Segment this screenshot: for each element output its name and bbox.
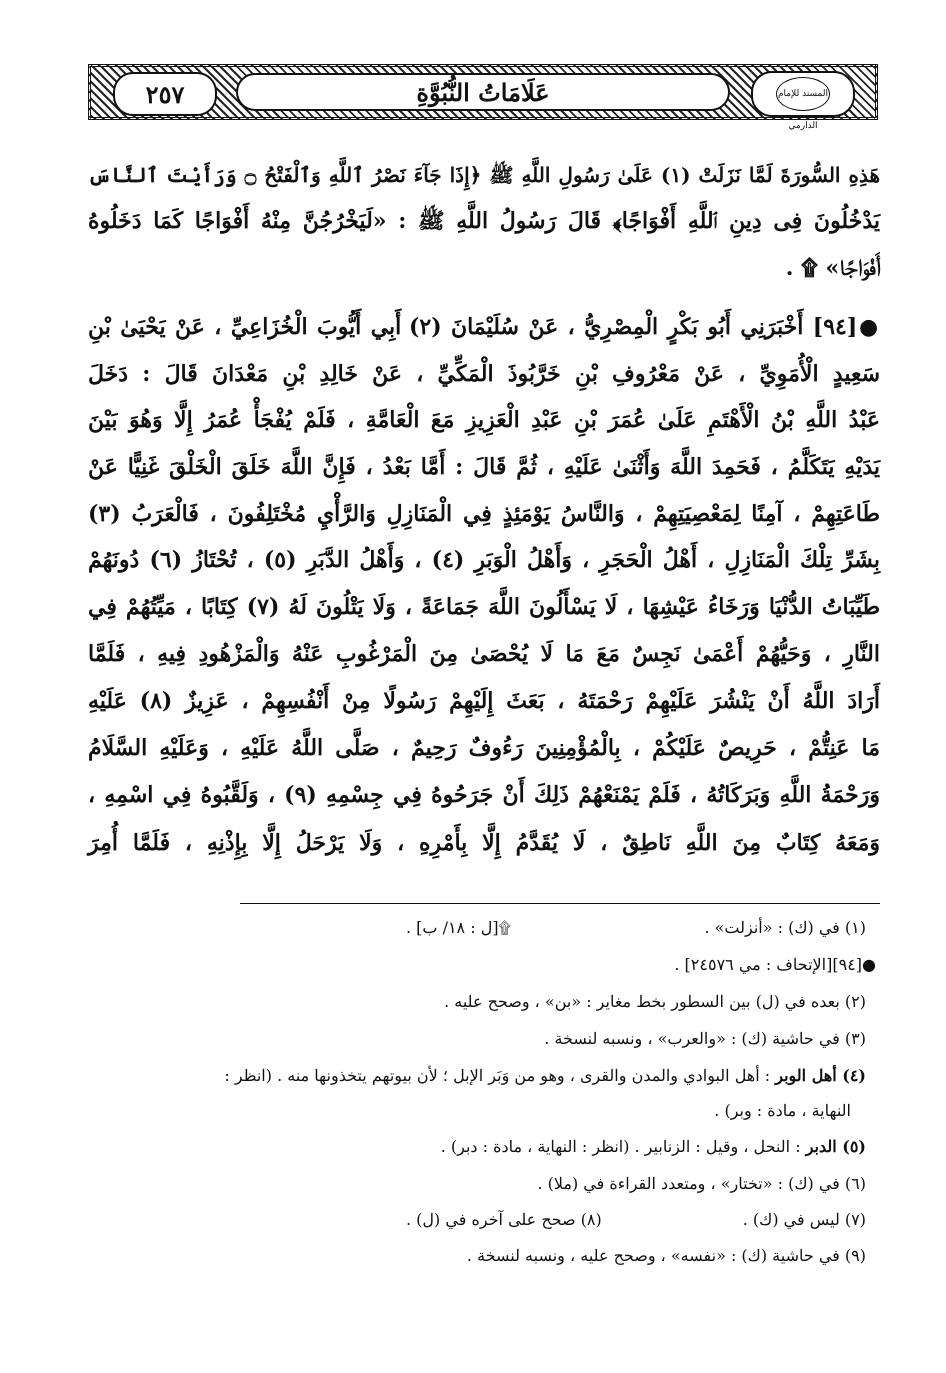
text-line: مَا عَنِتُّمْ ، حَرِيصٌ عَلَيْكُمْ ، بِالْمُؤْمِنِينَ رَءُوفٌ رَحِيمٌ ، صَلَّى اللَّهُ عَلَيْهِ ، وَعَلَيْهِ السَّلَامُ (88, 735, 880, 761)
footnote-term: (٥) الدبر (805, 1137, 866, 1156)
footnote-7: (٧) ليس في (ك) . (742, 1210, 866, 1229)
footnote-separator (240, 903, 880, 904)
footnote-9: (٩) في حاشية (ك) : «نفسه» ، وصحح عليه ، ونسبه لنسخة . (466, 1246, 866, 1265)
text-line: وَرَحْمَةُ اللَّهِ وَبَرَكَاتُهُ ، فَلَمْ يَمْنَعْهُمْ ذَلِكَ أَنْ جَرَحُوهُ فِي جِسْمِهِ (٩) ، وَلَقَّبُوهُ فِي اسْمِهِ ، (88, 782, 880, 808)
emblem-seal: المسند للإمام الدارمي (776, 77, 830, 111)
text-line: هَذِهِ السُّورَةَ لَمَّا نَزَلَتْ (١) عَلَىٰ رَسُولِ اللَّهِ ﷺ ﴿إِذَا جَآءَ نَصْرُ ٱللَّهِ وَٱلْفَتْحُ ۝ وَرَأَيْتَ ٱلنَّاسَ (88, 163, 880, 187)
footnote-6: (٦) في (ك) : «تختار» ، ومتعدد القراءة في (ملا) . (537, 1174, 866, 1193)
footnote-1 (146, 910, 866, 946)
text-line: النَّارِ ، وَحَيُّهُمْ أَعْمَىٰ نَجِسٌ مَعَ مَا لَا يُحْصَىٰ مِنَ الْمَرْغُوبِ عَنْهُ وَالْمَزْهُودِ فِيهِ ، فَلَمَّا (88, 641, 880, 667)
footnote-text: : أهل البوادي والمدن والقرى ، وهو من وَبَر الإبل ؛ لأن بيوتهم يتخذونها منه . (انظر : (224, 1066, 776, 1085)
text-line: عَبْدُ اللَّهِ بْنُ الْأَهْتَمِ عَلَىٰ عُمَرَ بْنِ عَبْدِ الْعَزِيزِ مَعَ الْعَامَّةِ ، فَلَمْ يُفْجَأْ عُمَرُ إِلَّا وَهُوَ بَيْنَ (88, 407, 880, 433)
footnote-2: (٢) بعده في (ل) بين السطور بخط مغاير : «بن» ، وصحح عليه . (444, 992, 866, 1011)
text-line: بِشَرِّ تِلْكَ الْمَنَازِلِ ، أَهْلُ الْحَجَرِ ، وَأَهْلُ الْوَبَرِ (٤) ، وَأَهْلُ الدَّبَرِ (٥) ، تُحْتَازُ (٦) دُونَهُمْ (88, 547, 880, 573)
text-line: يَدَيْهِ يَتَكَلَّمُ ، فَحَمِدَ اللَّهَ وَأَثْنَىٰ عَلَيْهِ ، ثُمَّ قَالَ : أَمَّا بَعْدُ ، فَإِنَّ اللَّهَ خَلَقَ الْخَلْقَ غَنِيًّا عَنْ (88, 454, 880, 480)
text-line: طَاعَتِهِمْ ، آمِنًا لِمَعْصِيَتِهِمْ ، وَالنَّاسُ يَوْمَئِذٍ فِي الْمَنَازِلِ وَالرَّأْيِ مُخْتَلِفُونَ ، فَالْعَرَبُ (٣) (88, 501, 880, 527)
footnote-ithaf: ●[٩٤][الإتحاف : مي ٢٤٥٧٦] . (674, 955, 876, 974)
text-line: يَدْخُلُونَ فِى دِينِ ٱللَّهِ أَفْوَاجًا﴾ قَالَ رَسُولُ اللَّهِ ﷺ : «لَيَخْرُجُنَّ مِنْهُ أَفْوَاجًا كَمَا دَخَلُوهُ (88, 208, 880, 234)
page-number: ٢٥٧ (113, 72, 217, 116)
manuscript-ref: ۩[ل : ١٨/ ب] . (406, 918, 511, 937)
header-title-box (236, 73, 730, 111)
text-line: وَمَعَهُ كِتَابٌ مِنَ اللَّهِ نَاطِقٌ ، لَا يُقَدَّمُ إِلَّا بِأَمْرِهِ ، وَلَا يَرْحَلُ إِلَّا بِإِذْنِهِ ، فَلَمَّا أُمِرَ (88, 830, 880, 856)
text-line: سَعِيدٍ الْأُمَوِيِّ ، عَنْ مَعْرُوفِ بْنِ خَرَّبُوذَ الْمَكِّيِّ ، عَنْ خَالِدِ بْنِ مَعْدَانَ قَالَ : دَخَلَ (88, 361, 880, 387)
footnote-text: (١) في (ك) : «أنزلت» . (704, 918, 866, 937)
page-header (88, 64, 878, 131)
footnote-5 (146, 1129, 866, 1165)
text-line: أَرَادَ اللَّهُ أَنْ يَنْشُرَ عَلَيْهِمْ رَحْمَتَهُ ، بَعَثَ إِلَيْهِمْ رَسُولًا مِنْ أَنْفُسِهِمْ ، عَزِيزٌ (٨) عَلَيْهِ (88, 688, 880, 714)
book-emblem-logo (751, 71, 855, 131)
footnote-4 (146, 1058, 866, 1094)
text-line: طَيِّبَاتُ الدُّنْيَا وَرَخَاءُ عَيْشِهَا ، لَا يَسْأَلُونَ اللَّهَ جَمَاعَةً ، وَلَا يَتْلُونَ لَهُ (٧) كِتَابًا ، مَيِّتُهُمْ فِي (88, 594, 880, 620)
text-line: ●[٩٤] أَخْبَرَنِي أَبُو بَكْرٍ الْمِصْرِيُّ ، عَنْ سُلَيْمَانَ (٢) أَبِي أَيُّوبَ الْخُزَاعِيِّ ، عَنْ يَحْيَىٰ بْنِ (88, 314, 880, 340)
text-line: أَفْوَاجًا» ۩ . (785, 255, 880, 281)
running-title: عَلَامَاتُ النُّبُوَّةِ (416, 77, 550, 107)
footnote-text: : النحل ، وقيل : الزنابير . (انظر : النهاية ، مادة : دبر) . (440, 1137, 806, 1156)
footnote-3: (٣) في حاشية (ك) : «والعرب» ، ونسبه لنسخة . (544, 1029, 866, 1048)
footnote-8: (٨) صحح على آخره في (ل) . (406, 1210, 602, 1229)
footnote-7-8 (146, 1202, 866, 1238)
footnote-term: (٤) أهل الوبر (775, 1066, 866, 1085)
footnote-4-continued: النهاية ، مادة : وبر) . (714, 1101, 851, 1120)
